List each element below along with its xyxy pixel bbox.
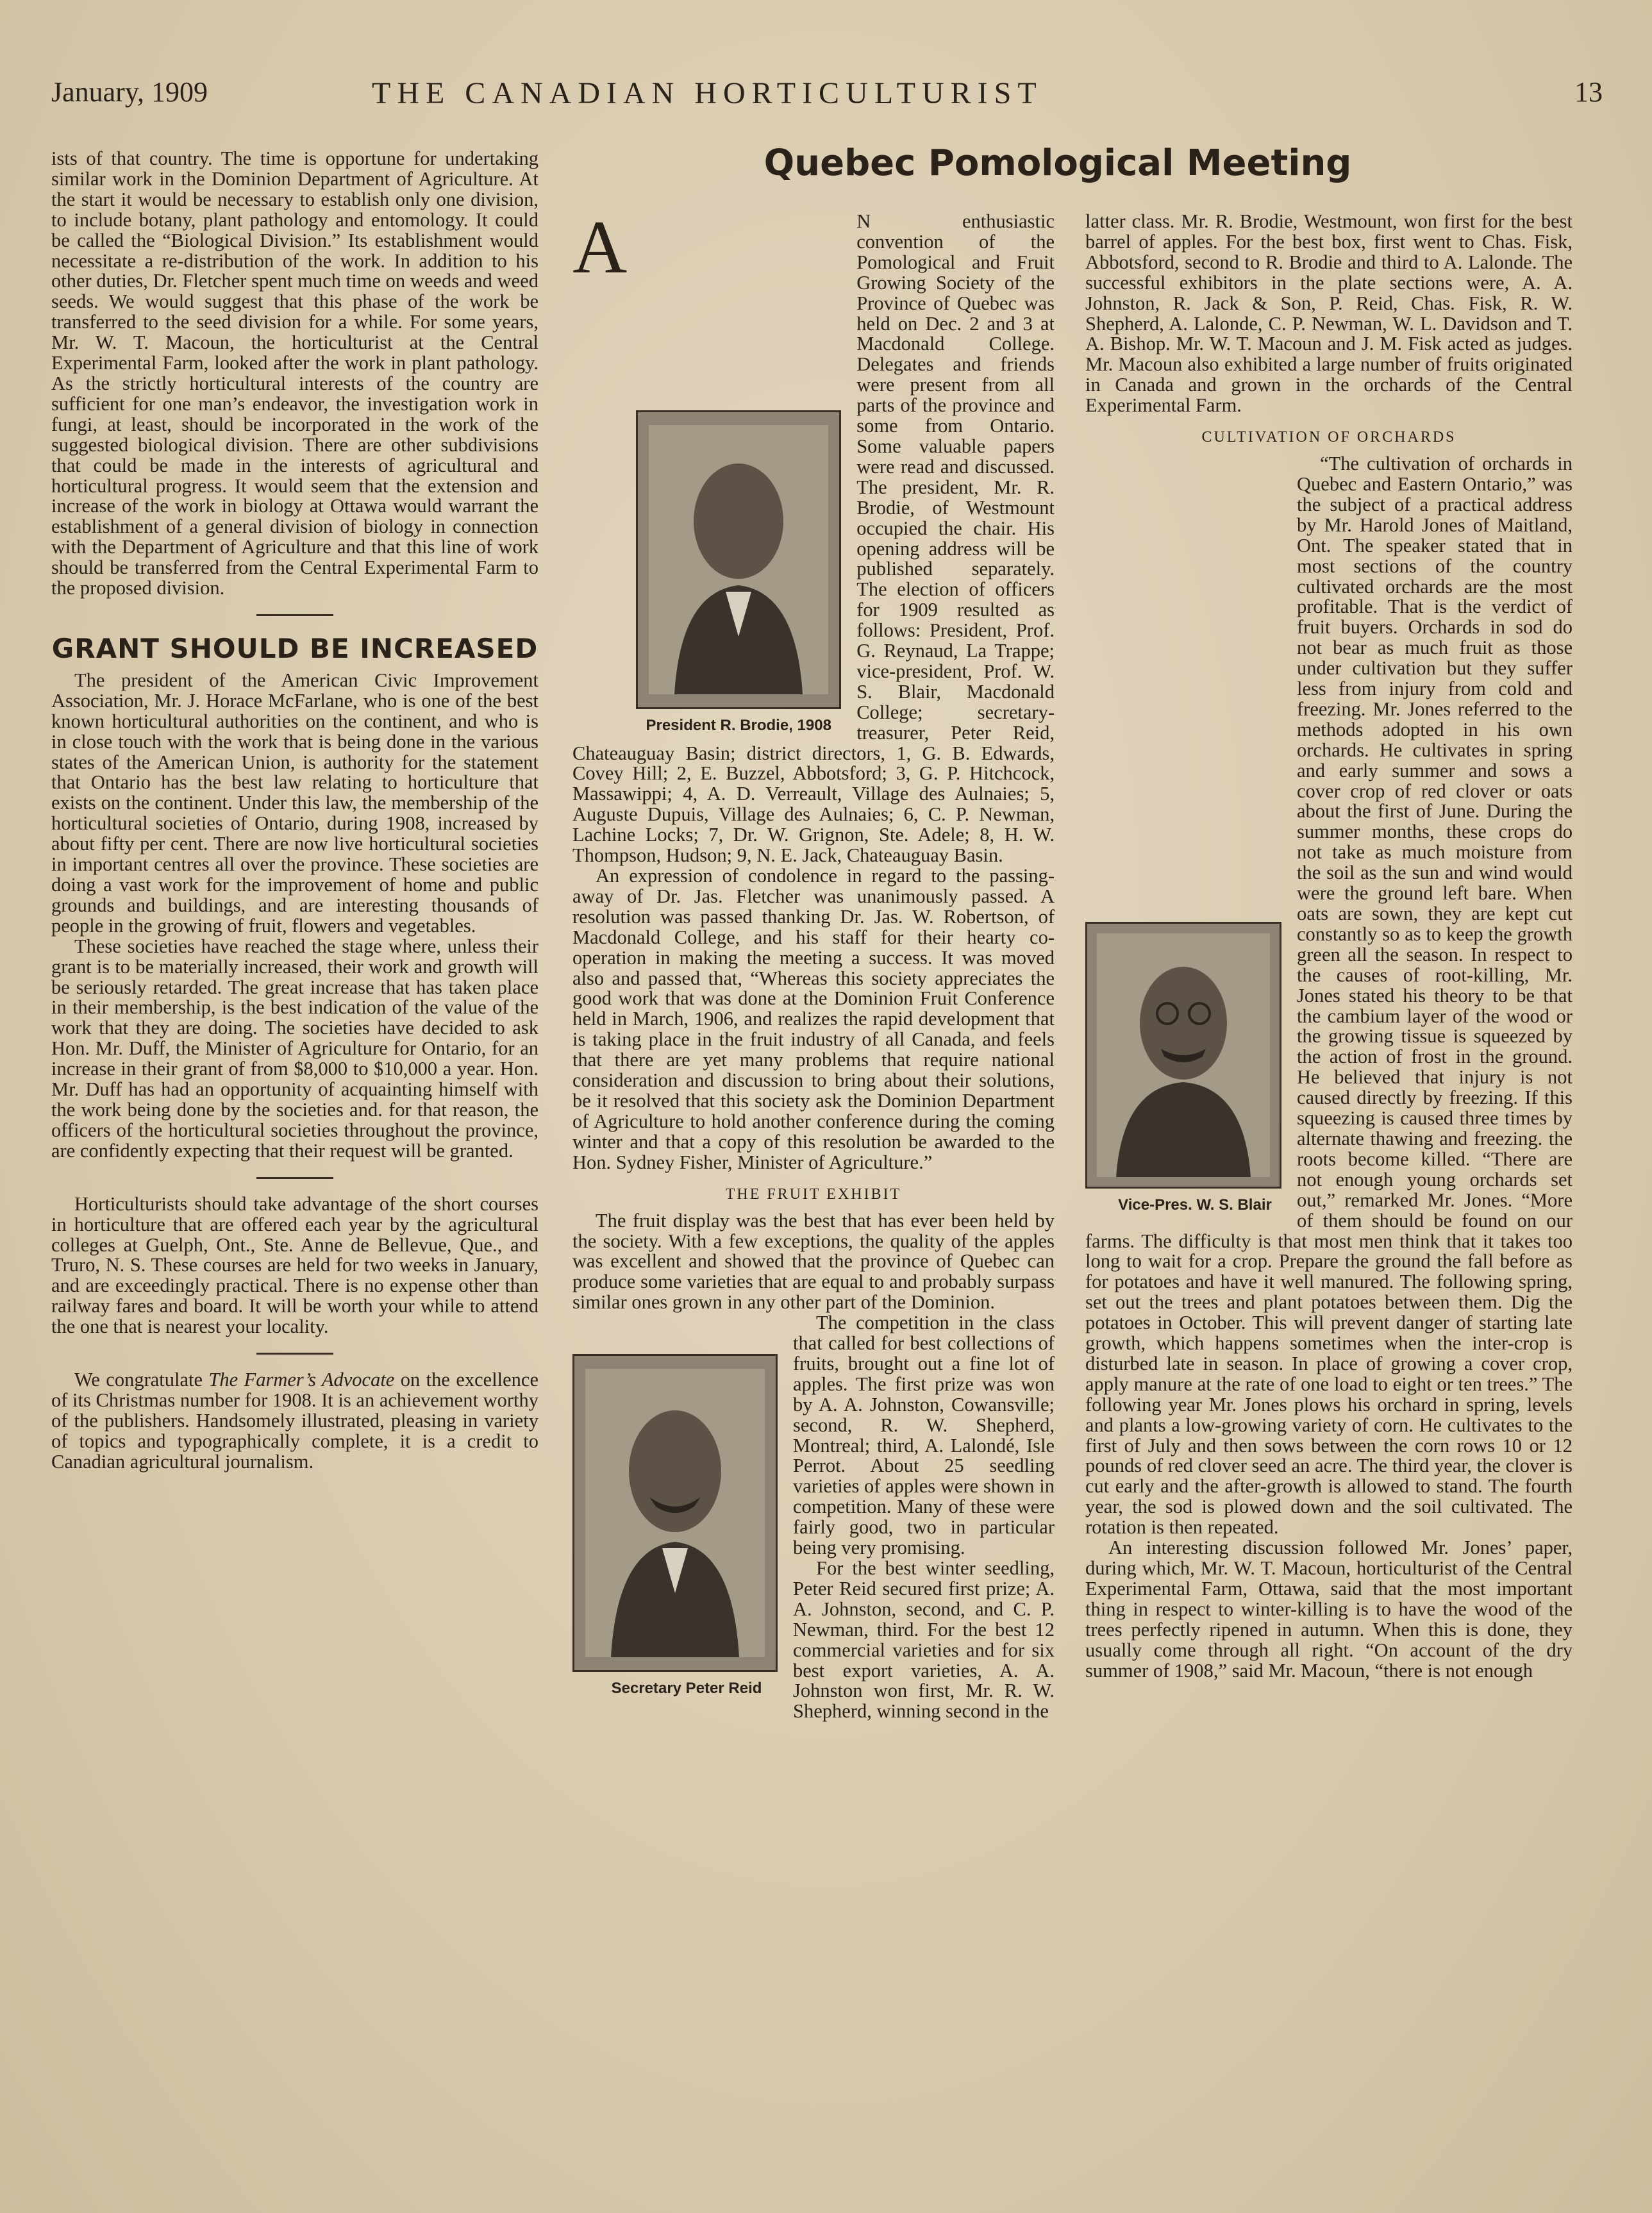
portrait-photo	[572, 1354, 778, 1672]
convention-paragraph	[572, 205, 1055, 867]
orchards-text-1: “The cultivation of orchards in Quebec and Eastern Ontario,” was the subject of a practical address by Mr. Harold Jones of Maitland, Ont. The speaker stated that in most sections of the country cultivated orchards are the most profitable. That is the verdict of fruit buyers. Orchards in sod do not bear as much fruit as those under cultivation but they suffer less from injury from cold and freezing. Mr. Jones referred to the methods adopted in his own orchards. He cultivates in spring and early summer and sows a cover crop of red clover or oats about the first of June. During the summer months, these crops do not take as much moisture from the soil as the sun and wind would were the ground left bare. When oats are sown, they are kept cut constantly so as to keep the growth green all the season. In respect to the causes of root-killing, Mr. Jones stated his theory to be that the cambium layer of the wood or the growing tissue is squeezed by the action of frost in the ground. He believed that injury is not caused directly by freezing. If this squeezing is caused three times by alternate thawing and freezing. the roots become killed. “There are not enough young orchards set out,” remarked Mr. Jones. “More of them should be found on our farms. The difficulty is that most men think that it takes too long to wait for a crop. Prepare the ground the fall before as for potatoes and have it well manured. The following spring, set out the trees and plant potatoes between them. Dig the potatoes in October. This will prevent danger of starting late growth, which happens sometimes when the inter-crop is disturbed late in season. In place of growing a cover crop, apply manure at the rate of one load to eight or ten trees.” The following year Mr. Jones plows his orchard in spring, levels and plants a low-growing variety of corn. He cultivates to the first of July and then sows between the corn rows 10 or 12 pounds of red clover seed an acre. The third year, the clover is cut early and the after-growth is allowed to stand. The fourth year, the sod is plowed down and the soil cultivated. The rotation is then repeated.	[1085, 453, 1573, 1539]
divider	[256, 1177, 333, 1179]
fruit-paragraph-3: For the best winter seedling, Peter Reid secured first prize; A. A. Johnston, second, and C. P. Newman, third. For the best 12 commercial varieties and for six best export varieties, A. A. Johnston won first, Mr. R. W. Shepherd, winning second in the	[793, 1557, 1055, 1723]
photo-caption-reid: Secretary Peter Reid	[611, 1680, 762, 1698]
fruit-text-2: The competition in the class that called for best collections of fruits, brought out a fine lot of apples. The first prize was won by A. A. Johnston, Cowansville; second, R. W. Shepherd, Montreal; third, A. Lalondé, Isle Perrot. About 25 seedling varieties of apples were shown in competition. Many of these were fairly good, two in particular being very promising.	[793, 1312, 1055, 1559]
fruit-exhibit-heading: THE FRUIT EXHIBIT	[725, 1185, 902, 1203]
portrait-icon	[585, 1369, 765, 1657]
orchards-paragraph-2: An interesting discussion followed Mr. Jones’ paper, during which, Mr. W. T. Macoun, horticulturist of the Central Experimental Farm, Ottawa, said that the most important thing in respect to winter-killing is to have the wood of the trees perfectly ripened in autumn. When this is done, they usually come through all right. “On account of the dry summer of 1908,” said Mr. Macoun, “there is not enough	[1085, 1537, 1573, 1682]
grant-paragraph-2: These societies have reached the stage where, unless their grant is to be materially increased, their work and growth will be seriously retarded. The great increase that has taken place in their membership, is the best indication of the value of the work that they are doing. The societies have decided to ask Hon. Mr. Duff, the Minister of Agriculture for Ontario, for an increase in their grant of from $8,000 to $10,000 a year. Hon. Mr. Duff has had an opportunity of acquainting himself with the work being done by the societies and. for that reason, the officers of the horticultural societies throughout the province, are confidently expecting that their request will be granted.	[51, 935, 538, 1162]
issue-date: January, 1909	[51, 76, 208, 108]
orchards-heading: CULTIVATION OF ORCHARDS	[1201, 429, 1456, 446]
short-courses-paragraph: Horticulturists should take advantage of the short courses in horticulture that are offered each year by the agricultural colleges at Guelph, Ont., Ste. Anne de Bellevue, Que., and Truro, N. S. These courses are held for two weeks in January, and are exceedingly practical. There is no expense other than railway fares and board. It will be worth your while to attend the one that is nearest your locality.	[51, 1192, 538, 1338]
grant-paragraph-1: The president of the American Civic Improvement Association, Mr. J. Horace McFarlane, who is one of the best known horticultural authorities on the continent, and who is in close touch with the work that is being done in the various states of the American Union, is authority for the statement that Ontario has the best law relating to horticulture that exists on the continent. Under this law, the membership of the horticultural societies of Ontario, during 1908, increased by about fifty per cent. There are now live horticultural societies in important centres all over the province. These societies are doing a vast work for the improvement of home and public grounds and buildings, and are interesting thousands of people in the growing of fruit, flowers and vegetables.	[51, 669, 538, 937]
photo-reid	[572, 1354, 778, 1698]
advocate-text-after: on the excellence of its Christmas number for 1908. It is an achievement worthy of the publishers. Handsomely illustrated, pleasing in variety of topics and typographically complete, it is a credit to Canadian agricultural journalism.	[51, 1369, 539, 1473]
right-column	[1085, 212, 1573, 1681]
page-header	[51, 76, 1603, 121]
middle-column	[572, 205, 1055, 1723]
orchards-paragraph-1	[1085, 454, 1573, 1538]
portrait-icon	[649, 425, 828, 694]
photo-caption-blair: Vice-Pres. W. S. Blair	[1118, 1196, 1272, 1214]
left-column	[51, 149, 538, 1473]
condolence-paragraph: An expression of condolence in regard to the passing-away of Dr. Jas. Fletcher was unanimously passed. A resolution was passed thanking Dr. Jas. W. Robertson, of Macdonald College, and his staff for their hearty co-operation in making the meeting a success. It was moved also and passed that, “Whereas this society appreciates the good work that was done at the Dominion Fruit Conference held in March, 1906, and realizes the rapid development that is taking place in the fruit industry of all Canada, and feels that there are yet many problems that require national consideration and discussion to bring about their solutions, be it resolved that this society ask the Dominion Department of Agriculture to hold another conference during the coming winter and that a copy of this resolution be awarded to the Hon. Sydney Fisher, Minister of Agriculture.”	[572, 865, 1055, 1173]
page-number: 13	[1574, 76, 1603, 108]
exhibitors-paragraph: latter class. Mr. R. Brodie, Westmount, won first for the best barrel of apples. For the best box, first went to Chas. Fisk, Abbotsford, second to R. Brodie and third to A. Lalonde. The successful exhibitors in the plate sections were, A. A. Johnston, R. Jack & Son, P. Reid, Chas. Fisk, R. W. Shepherd, A. Lalonde, C. P. Newman, W. L. Davidson and T. A. Bishop. Mr. W. T. Macoun and J. M. Fisk acted as judges. Mr. Macoun also exhibited a large number of fruits originated in Canada and grown in the orchards of the Central Experimental Farm.	[1085, 210, 1573, 417]
photo-caption-brodie: President R. Brodie, 1908	[646, 717, 831, 734]
article-title: Quebec Pomological Meeting	[763, 142, 1352, 184]
grant-heading: GRANT SHOULD BE INCREASED	[51, 632, 538, 664]
portrait-photo	[1085, 922, 1281, 1189]
divider	[256, 614, 333, 616]
drop-cap: A	[572, 205, 628, 289]
farmers-advocate-paragraph	[51, 1370, 538, 1473]
divider	[256, 1353, 333, 1355]
convention-text: N enthusiastic convention of the Pomological and Fruit Growing Society of the Province of Quebec was held on Dec. 2 and 3 at Macdonald College. Delegates and friends were present from all parts of the province and some from Ontario. Some valuable papers were read and discussed. The president, Mr. R. Brodie, of Westmount occupied the chair. His opening address will be published separately. The election of officers for 1909 resulted as follows: President, Prof. G. Reynaud, La Trappe; vice-president, Prof. W. S. Blair, Macdonald College; secretary-treasurer, Peter Reid, Chateauguay Basin; district directors, 1, G. B. Edwards, Covey Hill; 2, E. Buzzel, Abbotsford; 3, G. P. Hitchcock, Massawippi; 4, A. D. Verreault, Village des Aulnaies; 5, Auguste Dupuis, Village des Aulnaies; 6, C. P. Newman, Lachine Locks; 7, Dr. W. Grignon, Ste. Adele; 8, H. W. Thompson, Hudson; 9, N. E. Jack, Chateauguay Basin.	[572, 210, 1055, 867]
biology-paragraph: ists of that country. The time is opportune for undertaking similar work in the Dominion Department of Agriculture. At the start it would be necessary to establish only one division, to include botany, plant pathology and entomology. It could be called the “Biological Division.” Its establishment would necessitate a re-distribution of the work. In addition to his other duties, Dr. Fletcher spent much time on weeds and weed seeds. We would suggest that this phase of the work be transferred to the seed division for a while. For some years, Mr. W. T. Macoun, the horticulturist at the Central Experimental Farm, looked after the work in plant pathology. As the strictly horticultural interests of the country are sufficient for one man’s endeavor, the investigation work in fungi, at least, should be incorporated in the work of the suggested biological division. There are other subdivisions that could be made in the interests of agricultural and horticultural progress. It would seem that the extension and increase of the work in biology at Ottawa would warrant the establishment of a general division of biology in connection with the Department of Agriculture and that this line of work should be transferred from the Central Experimental Farm to the proposed division.	[51, 147, 538, 599]
fruit-paragraph-1: The fruit display was the best that has ever been held by the society. With a few exceptions, the quality of the apples was excellent and showed that the province of Quebec can produce some varieties that are equal to and probably surpass similar ones grown in any other part of the Dominion.	[572, 1209, 1055, 1314]
advocate-text-before: We congratulate	[74, 1369, 209, 1391]
portrait-icon	[1097, 933, 1270, 1177]
publication-title: THE CANADIAN HORTICULTURIST	[372, 76, 1043, 110]
photo-brodie	[636, 410, 841, 735]
advocate-title: The Farmer’s Advocate	[208, 1369, 395, 1391]
photo-blair	[1085, 922, 1281, 1214]
portrait-photo	[636, 410, 841, 709]
